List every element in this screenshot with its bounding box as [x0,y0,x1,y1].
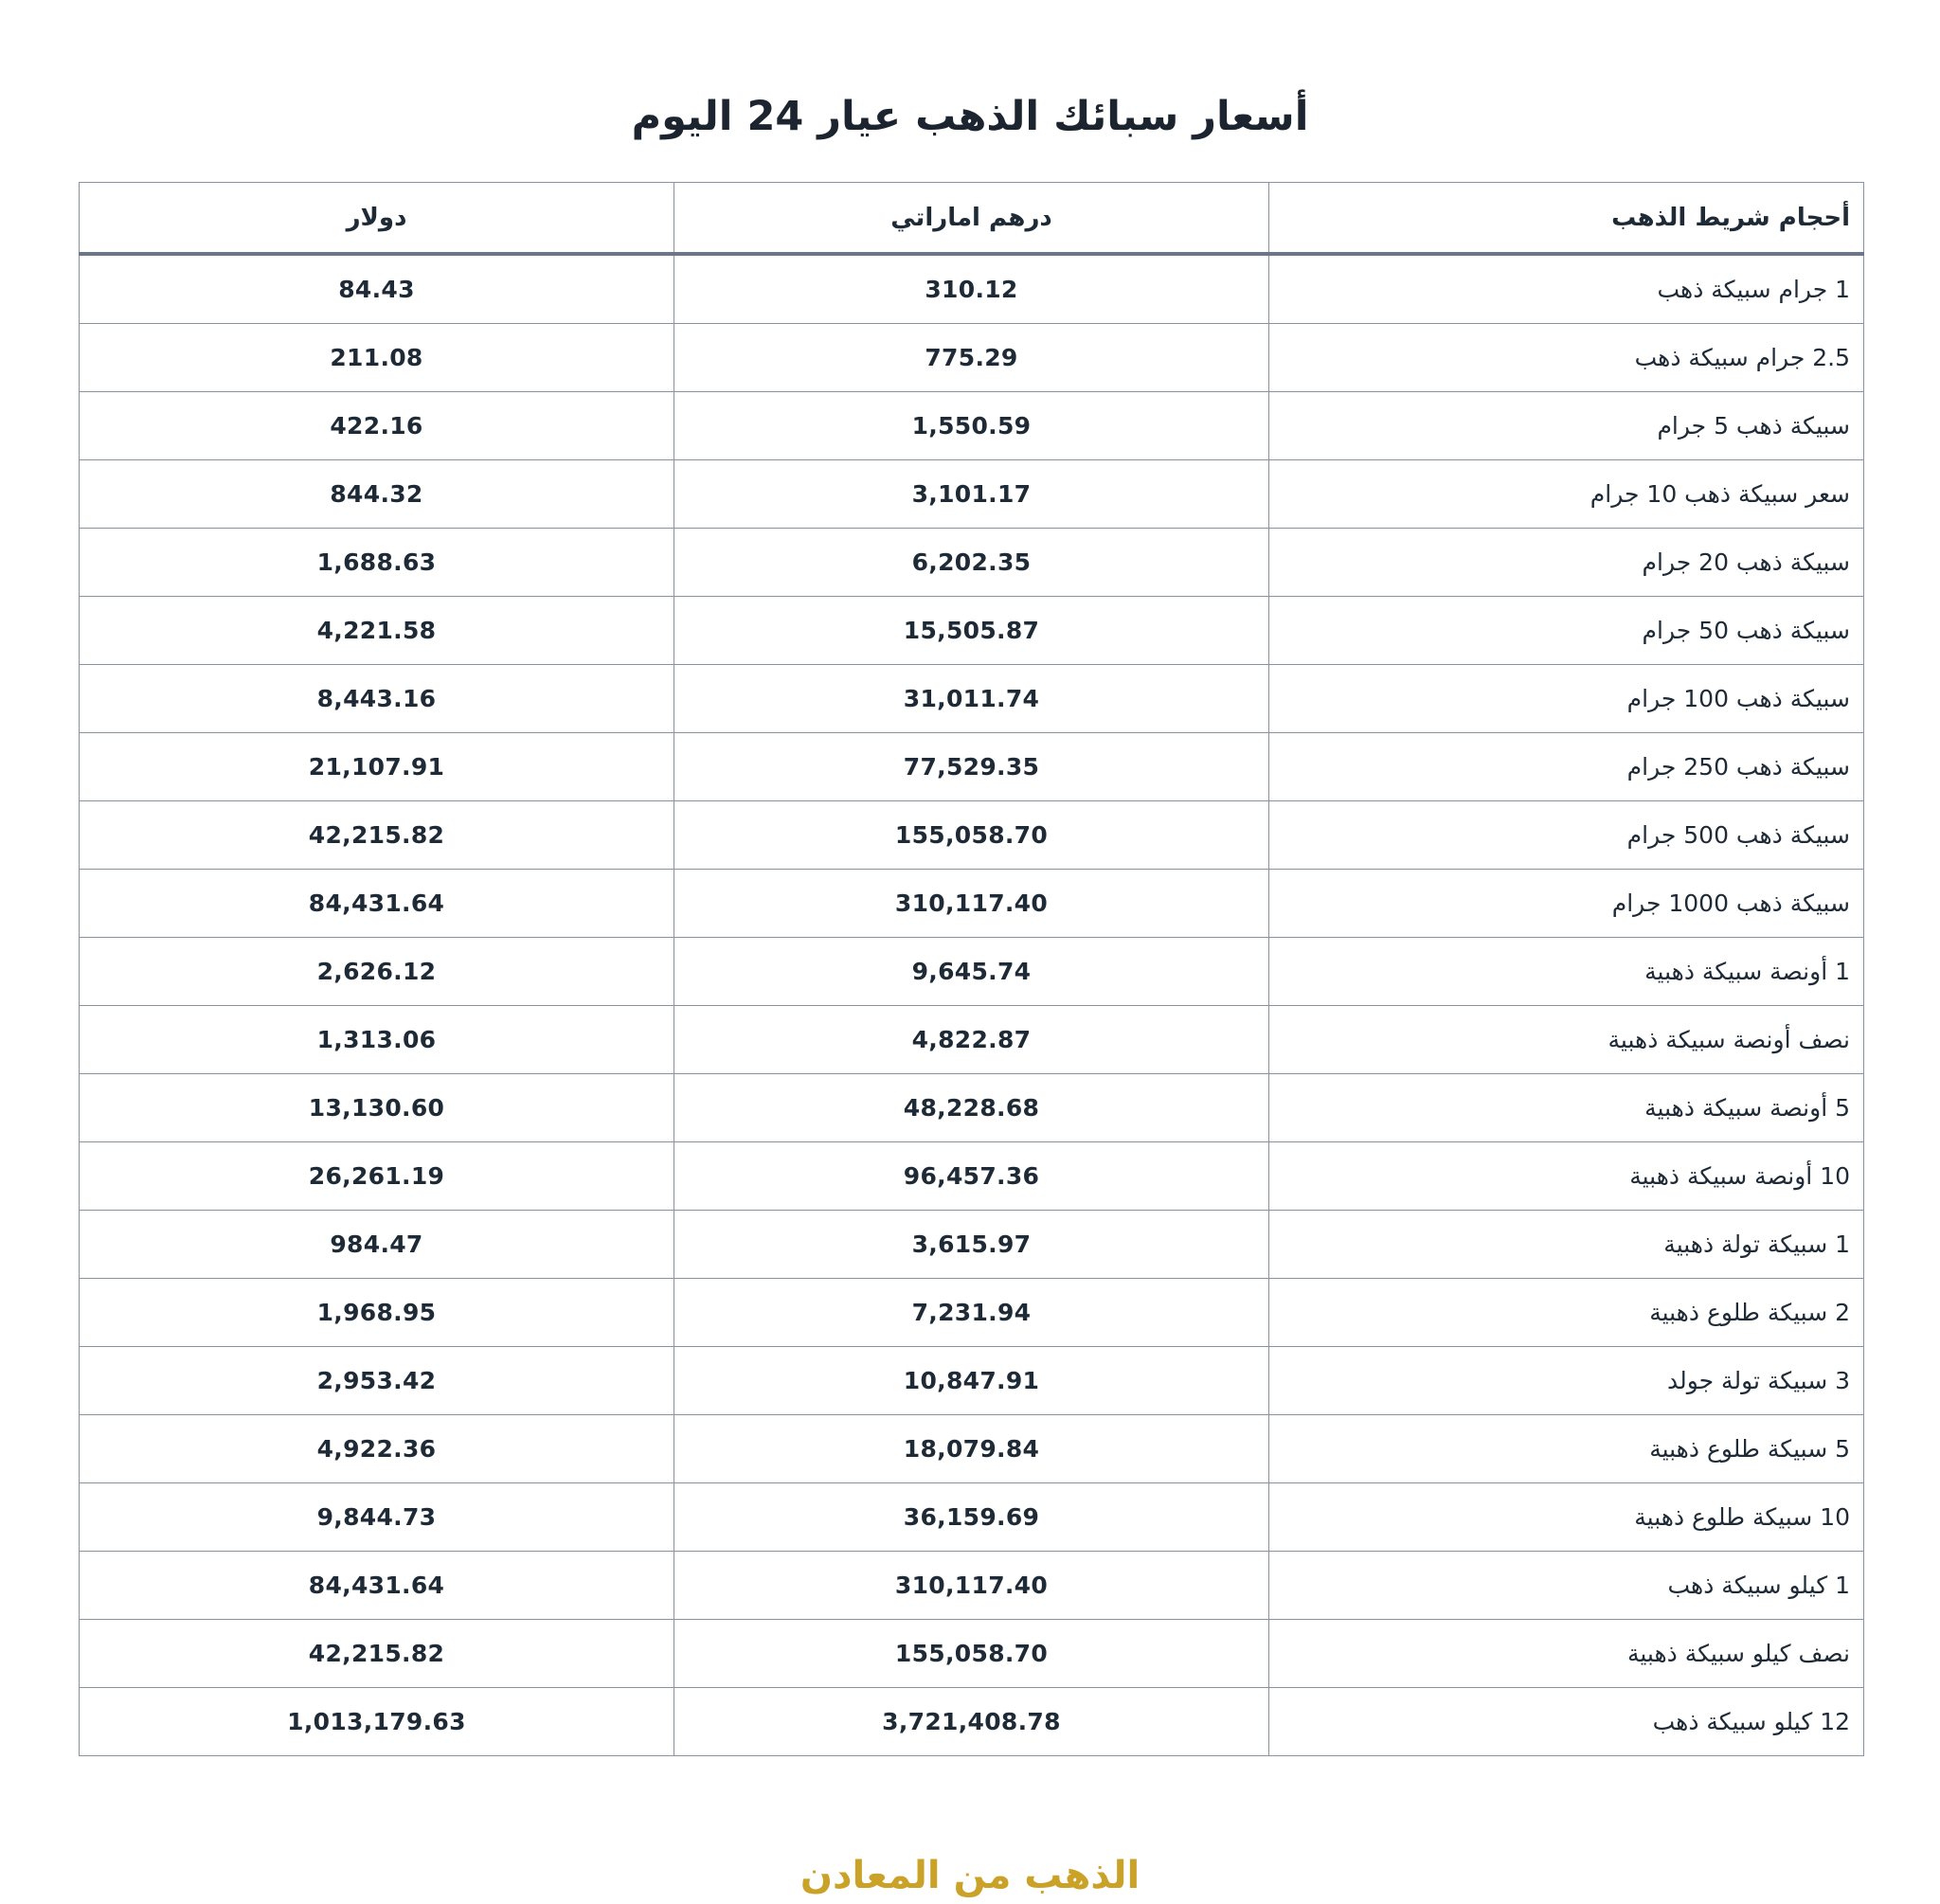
table-row [80,1620,1864,1688]
header-aed: درهم اماراتي [674,183,1269,255]
bar-size-cell: 1 سبيكة تولة ذهبية [1269,1211,1864,1279]
aed-price-cell: 775.29 [674,324,1269,392]
aed-price-cell: 9,645.74 [674,938,1269,1006]
usd-price-cell: 84.43 [80,254,674,324]
table-row [80,1074,1864,1142]
bar-size-cell: 10 أونصة سبيكة ذهبية [1269,1142,1864,1211]
aed-price-cell: 1,550.59 [674,392,1269,460]
aed-price-cell: 10,847.91 [674,1347,1269,1415]
usd-price-cell: 26,261.19 [80,1142,674,1211]
usd-price-cell: 2,626.12 [80,938,674,1006]
bar-size-cell: 5 أونصة سبيكة ذهبية [1269,1074,1864,1142]
usd-price-cell: 42,215.82 [80,1620,674,1688]
aed-price-cell: 3,721,408.78 [674,1688,1269,1756]
usd-price-cell: 984.47 [80,1211,674,1279]
bar-size-cell: 3 سبيكة تولة جولد [1269,1347,1864,1415]
table-row [80,1211,1864,1279]
usd-price-cell: 1,013,179.63 [80,1688,674,1756]
usd-price-cell: 4,922.36 [80,1415,674,1483]
aed-price-cell: 3,101.17 [674,460,1269,529]
bar-size-cell: 2.5 جرام سبيكة ذهب [1269,324,1864,392]
usd-price-cell: 9,844.73 [80,1483,674,1552]
bar-size-cell: نصف أونصة سبيكة ذهبية [1269,1006,1864,1074]
bar-size-cell: سعر سبيكة ذهب 10 جرام [1269,460,1864,529]
usd-price-cell: 13,130.60 [80,1074,674,1142]
aed-price-cell: 48,228.68 [674,1074,1269,1142]
usd-price-cell: 84,431.64 [80,1552,674,1620]
aed-price-cell: 310,117.40 [674,1552,1269,1620]
bar-size-cell: نصف كيلو سبيكة ذهبية [1269,1620,1864,1688]
bar-size-cell: سبيكة ذهب 20 جرام [1269,529,1864,597]
table-row [80,1552,1864,1620]
aed-price-cell: 36,159.69 [674,1483,1269,1552]
bar-size-cell: سبيكة ذهب 500 جرام [1269,801,1864,870]
table-row [80,1347,1864,1415]
usd-price-cell: 21,107.91 [80,733,674,801]
aed-price-cell: 18,079.84 [674,1415,1269,1483]
table-row [80,1142,1864,1211]
bar-size-cell: سبيكة ذهب 5 جرام [1269,392,1864,460]
table-header-row [80,183,1864,255]
usd-price-cell: 8,443.16 [80,665,674,733]
usd-price-cell: 211.08 [80,324,674,392]
usd-price-cell: 422.16 [80,392,674,460]
aed-price-cell: 15,505.87 [674,597,1269,665]
bar-size-cell: سبيكة ذهب 1000 جرام [1269,870,1864,938]
usd-price-cell: 1,968.95 [80,1279,674,1347]
table-row [80,870,1864,938]
aed-price-cell: 6,202.35 [674,529,1269,597]
aed-price-cell: 4,822.87 [674,1006,1269,1074]
usd-price-cell: 1,688.63 [80,529,674,597]
table-row [80,733,1864,801]
bar-size-cell: 5 سبيكة طلوع ذهبية [1269,1415,1864,1483]
table-row [80,460,1864,529]
table-row [80,801,1864,870]
usd-price-cell: 844.32 [80,460,674,529]
table-row [80,1006,1864,1074]
usd-price-cell: 1,313.06 [80,1006,674,1074]
bar-size-cell: سبيكة ذهب 100 جرام [1269,665,1864,733]
bar-size-cell: 1 كيلو سبيكة ذهب [1269,1552,1864,1620]
bar-size-cell: 1 جرام سبيكة ذهب [1269,254,1864,324]
table-row [80,254,1864,324]
table-row [80,938,1864,1006]
table-row [80,1415,1864,1483]
table-row [80,597,1864,665]
aed-price-cell: 7,231.94 [674,1279,1269,1347]
aed-price-cell: 31,011.74 [674,665,1269,733]
aed-price-cell: 96,457.36 [674,1142,1269,1211]
usd-price-cell: 4,221.58 [80,597,674,665]
table-row [80,665,1864,733]
table-row [80,1279,1864,1347]
bar-size-cell: سبيكة ذهب 250 جرام [1269,733,1864,801]
aed-price-cell: 77,529.35 [674,733,1269,801]
aed-price-cell: 155,058.70 [674,1620,1269,1688]
aed-price-cell: 3,615.97 [674,1211,1269,1279]
bar-size-cell: 12 كيلو سبيكة ذهب [1269,1688,1864,1756]
table-row [80,1483,1864,1552]
aed-price-cell: 310.12 [674,254,1269,324]
bar-size-cell: 10 سبيكة طلوع ذهبية [1269,1483,1864,1552]
gold-bar-prices-table [79,182,1864,1756]
table-row [80,529,1864,597]
bar-size-cell: سبيكة ذهب 50 جرام [1269,597,1864,665]
usd-price-cell: 2,953.42 [80,1347,674,1415]
aed-price-cell: 310,117.40 [674,870,1269,938]
bar-size-cell: 1 أونصة سبيكة ذهبية [1269,938,1864,1006]
usd-price-cell: 42,215.82 [80,801,674,870]
header-usd: دولار [80,183,674,255]
page-title: أسعار سبائك الذهب عيار 24 اليوم [631,93,1309,140]
table-row [80,324,1864,392]
section-heading: الذهب من المعادن [799,1854,1141,1897]
header-bar-size: أحجام شريط الذهب [1269,183,1864,255]
usd-price-cell: 84,431.64 [80,870,674,938]
aed-price-cell: 155,058.70 [674,801,1269,870]
table-row [80,392,1864,460]
table-row [80,1688,1864,1756]
bar-size-cell: 2 سبيكة طلوع ذهبية [1269,1279,1864,1347]
